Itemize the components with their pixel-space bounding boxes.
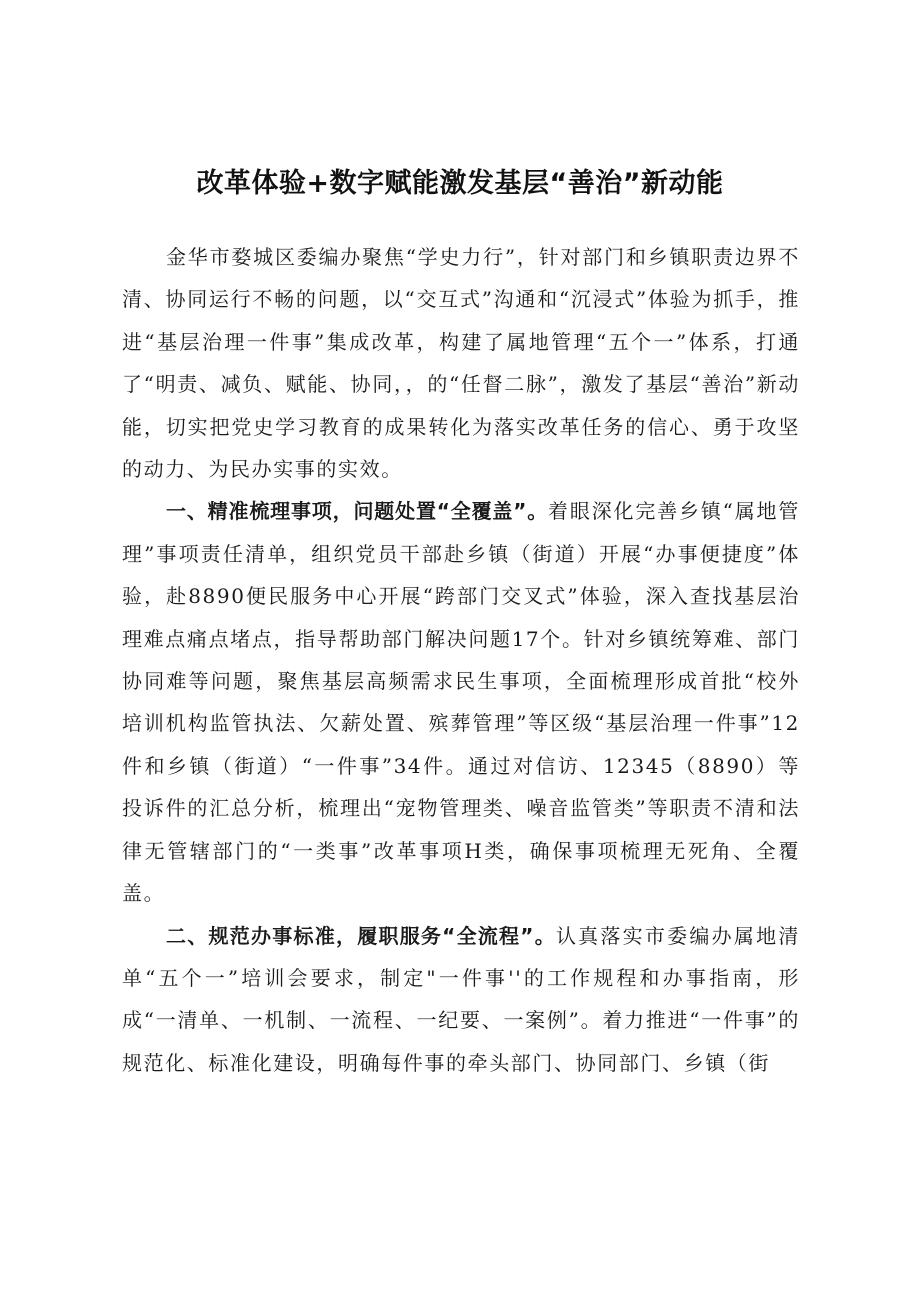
paragraph-section-2	[122, 915, 800, 1085]
document-body	[122, 236, 800, 1084]
paragraph-text: 着眼深化完善乡镇“属地管理”事项责任清单，组织党员干部赴乡镇（街道）开展“办事便捷度”体验，赴8890便民服务中心开展“跨部门交叉式”体验，深入查找基层治理难点痛点堵点，指导帮助部门解决问题17个。针对乡镇统筹难、部门协同难等问题，聚焦基层高频需求民生事项，全面梳理形成首批“校外培训机构监管执法、欠薪处置、殡葬管理”等区级“基层治理一件事”12件和乡镇（街道）“一件事”34件。通过对信访、12345（8890）等投诉件的汇总分析，梳理出“宠物管理类、噪音监管类”等职责不清和法律无管辖部门的“一类事”改革事项H类，确保事项梳理无死角、全覆盖。	[122, 499, 800, 906]
paragraph-text: 金华市婺城区委编办聚焦“学史力行”，针对部门和乡镇职责边界不清、协同运行不畅的问题，以“交互式”沟通和“沉浸式”体验为抓手，推进“基层治理一件事”集成改革，构建了属地管理“五个一”体系，打通了“明责、减负、赋能、协同，，的“任督二脉”，激发了基层“善治”新动能，切实把党史学习教育的成果转化为落实改革任务的信心、勇于攻坚的动力、为民办实事的实效。	[122, 245, 800, 482]
paragraph-text: 认真落实市委编办属地清单“五个一”培训会要求，制定"一件事''的工作规程和办事指南，形成“一清单、一机制、一流程、一纪要、一案例”。着力推进“一件事”的规范化、标准化建设，明确每件事的牵头部门、协同部门、乡镇（街	[122, 923, 800, 1075]
section-heading: 一、精准梳理事项，问题处置“全覆盖”。	[166, 499, 549, 524]
section-heading: 二、规范办事标准，履职服务“全流程”。	[166, 923, 556, 948]
paragraph-section-1	[122, 490, 800, 914]
paragraph-intro	[122, 236, 800, 490]
document-title: 改革体验+数字赋能激发基层“善治”新动能	[196, 168, 724, 199]
